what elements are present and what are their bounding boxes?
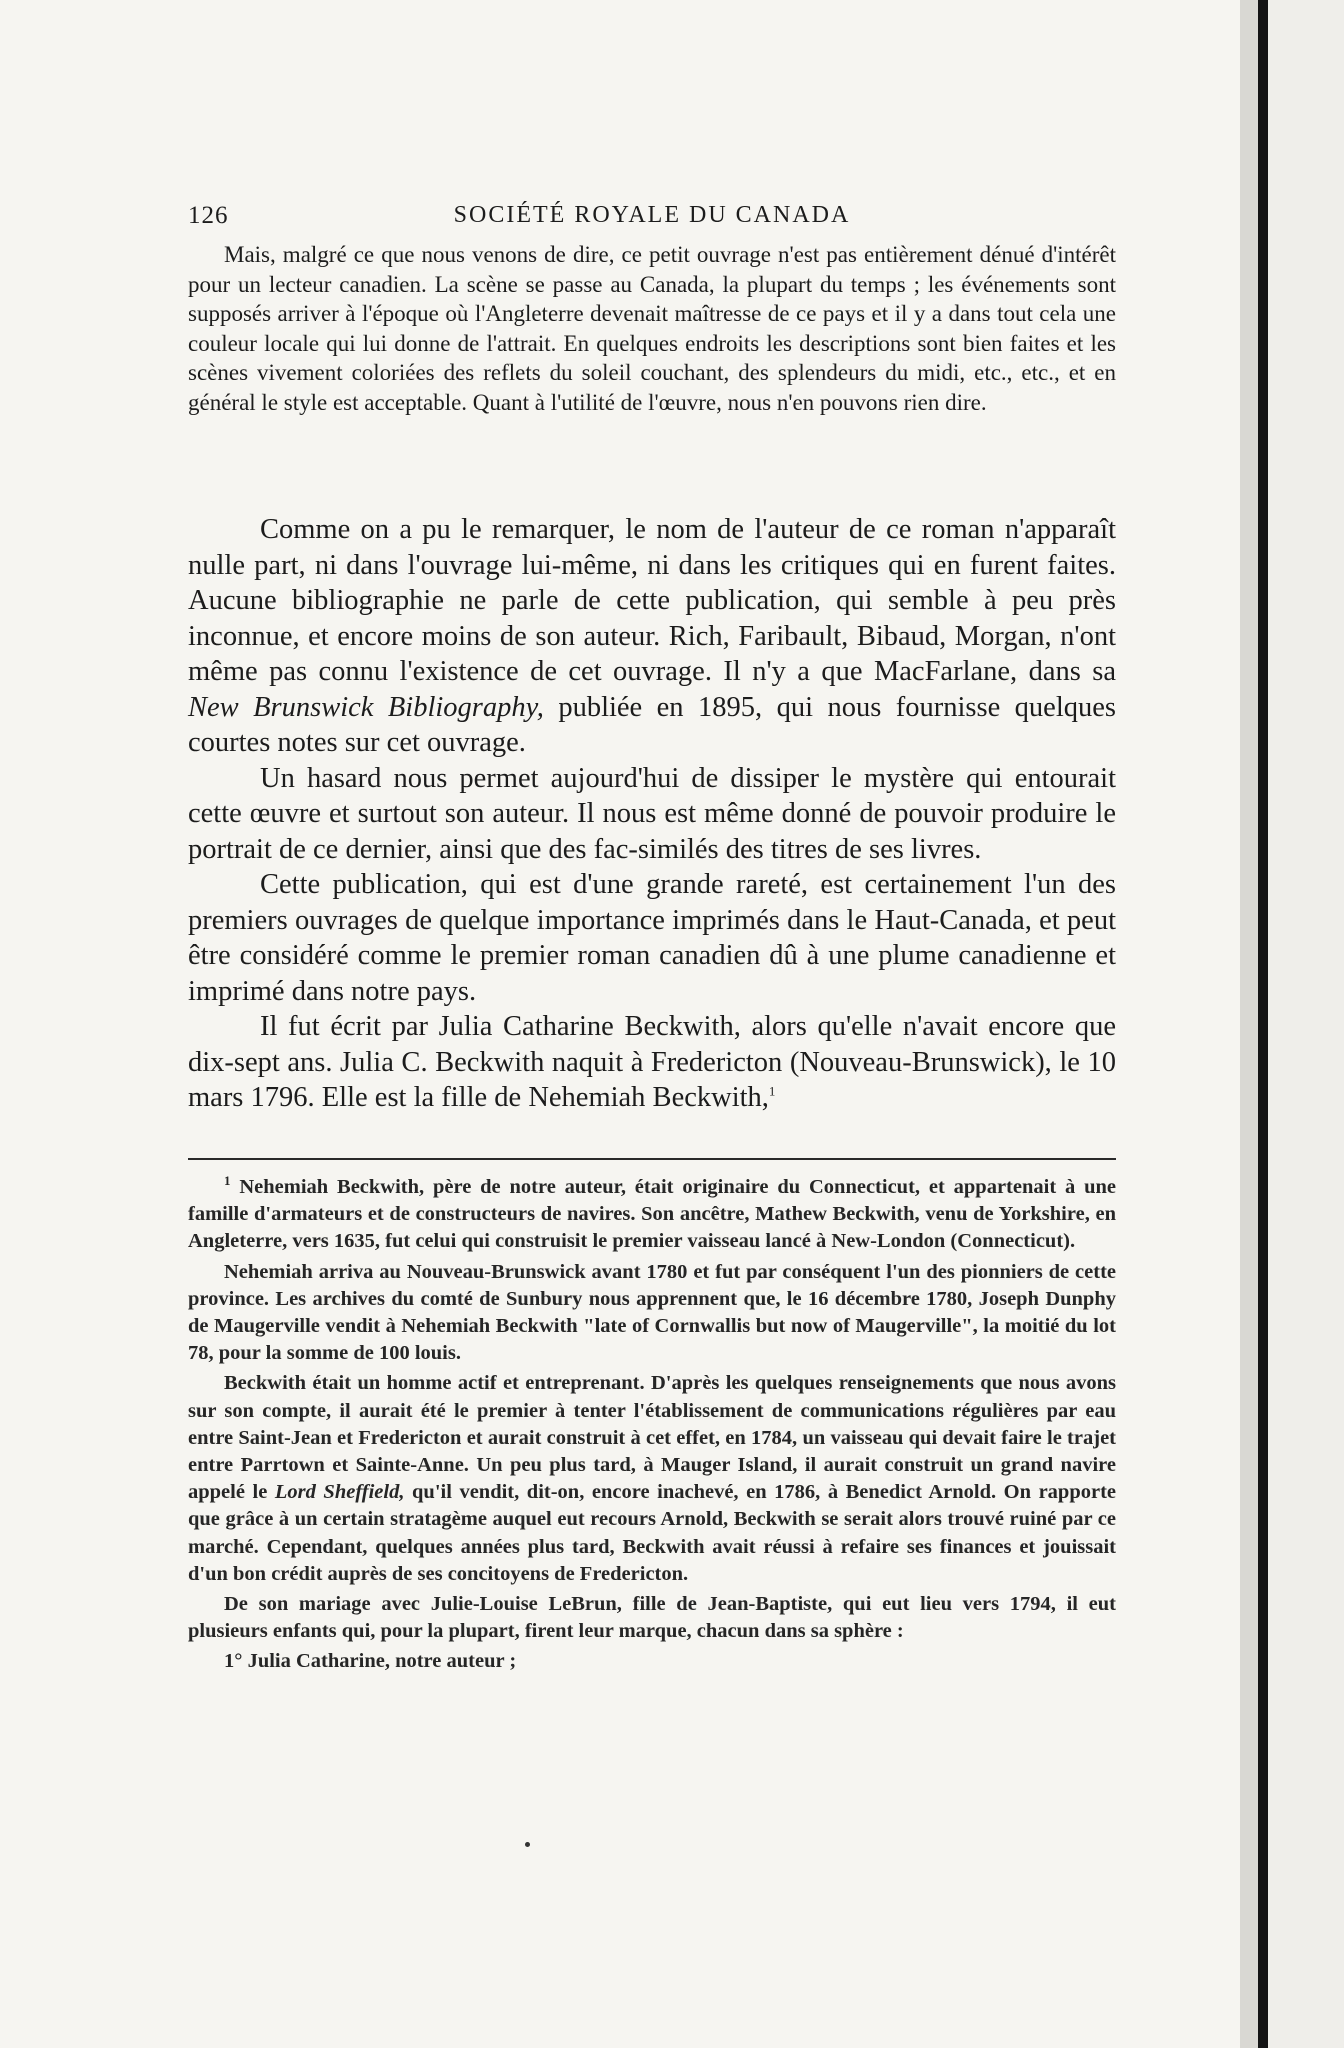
running-head <box>188 202 1116 232</box>
footnote-5: 1° Julia Catharine, notre auteur ; <box>224 1650 517 1673</box>
paragraph-author <box>188 1009 1116 1116</box>
footnote-1-text: Nehemiah Beckwith, père de notre auteur, était originaire du Connecticut, et appartenait à une famille d'armateurs et de constructeurs de navires. Son ancêtre, Mathew Beckwith, venu de Yorkshire, en Angleterre, vers 1635, fut celui qui construisit le premier vaisseau lancé à New-London (Connecticut). <box>188 1176 1116 1253</box>
footnote-3 <box>188 1370 1116 1588</box>
main-text <box>188 512 1116 1116</box>
paragraph-rarity: Cette publication, qui est d'une grande rareté, est certainement l'un des premiers ouvrages de quelque importance imprimés dans le Haut-Canada, et peut être considéré comme le premier roman canadien dû à une plume canadienne et imprimé dans notre pays. <box>188 869 1116 1007</box>
adjacent-page-edge <box>1268 0 1344 2048</box>
footnote-3-text-a: Beckwith était un homme actif et entreprenant. D'après les quelques renseignements que nous avons sur son compte, il aurait été le premier à tenter l'établissement de communications régulières par eau entre Saint-Jean et Fredericton et aurait construit à cet effet, en 1784, un vaisseau qui devait faire le trajet entre Parrtown et Sainte-Anne. Un peu plus tard, à Mauger Island, il aurait construit un grand navire appelé le <box>188 1372 1116 1504</box>
footnote-reference: 1 <box>768 1083 776 1099</box>
page-number: 126 <box>188 202 229 229</box>
journal-title: SOCIÉTÉ ROYALE DU CANADA <box>453 202 851 228</box>
paragraph-discovery: Un hasard nous permet aujourd'hui de dissiper le mystère qui entourait cette œuvre et surtout son auteur. Il nous est même donné de pouvoir produire le portrait de ce dernier, ainsi que des fac-similés des titres de ses livres. <box>188 762 1116 865</box>
bibliography-title: New Brunswick Bibliography, <box>188 691 544 723</box>
book-edge <box>1240 0 1258 2048</box>
ship-name: Lord Sheffield, <box>274 1481 405 1504</box>
paragraph-anonymity-text-b: publiée en 1895, qui nous fournisse quelques courtes notes sur cet ouvrage. <box>188 691 1116 758</box>
footnote-2: Nehemiah arriva au Nouveau-Brunswick avant 1780 et fut par conséquent l'un des pionniers de cette province. Les archives du comté de Sunbury nous apprennent que, le 16 décembre 1780, Joseph Dunphy de Maugerville vendit à Nehemiah Beckwith "late of Cornwallis but now of Maugerville", la moitié du lot 78, pour la somme de 100 louis. <box>188 1260 1116 1365</box>
footnote-marker: 1 <box>224 1173 231 1189</box>
intro-paragraph: Mais, malgré ce que nous venons de dire, ce petit ouvrage n'est pas entièrement dénué d'intérêt pour un lecteur canadien. La scène se passe au Canada, la plupart du temps ; les événements sont supposés arriver à l'époque où l'Angleterre devenait maîtresse de ce pays et il y a dans tout cela une couleur locale qui lui donne de l'attrait. En quelques endroits les descriptions sont bien faites et les scènes vivement coloriées des reflets du soleil couchant, des splendeurs du midi, etc., etc., et en général le style est acceptable. Quant à l'utilité de l'œuvre, nous n'en pouvons rien dire. <box>188 242 1116 415</box>
footnotes <box>188 1174 1116 1676</box>
ink-speck <box>525 1842 530 1847</box>
paragraph-anonymity <box>188 512 1116 761</box>
footnote-rule <box>188 1158 1116 1160</box>
footnote-1 <box>188 1174 1116 1256</box>
paragraph-anonymity-text-a: Comme on a pu le remarquer, le nom de l'auteur de ce roman n'apparaît nulle part, ni dans l'ouvrage lui-même, ni dans les critiques qui en furent faites. Aucune bibliographie ne parle de cette publication, qui semble à peu près inconnue, et encore moins de son auteur. Rich, Faribault, Bibaud, Morgan, n'ont même pas connu l'existence de cet ouvrage. Il n'y a que MacFarlane, dans sa <box>188 514 1116 687</box>
footnote-4: De son mariage avec Julie-Louise LeBrun, fille de Jean-Baptiste, qui eut lieu vers 1794, il eut plusieurs enfants qui, pour la plupart, firent leur marque, chacun dans sa sphère : <box>188 1593 1116 1643</box>
page-gutter <box>1258 0 1268 2048</box>
intro-paragraph-block <box>188 240 1116 417</box>
footnote-3-text-b: qu'il vendit, dit-on, encore inachevé, en 1786, à Benedict Arnold. On rapporte que grâce à un certain stratagème auquel eut recours Arnold, Beckwith se serait alors trouvé ruiné par ce marché. Cependant, quelques années plus tard, Beckwith avait réussi à refaire ses finances et jouissait d'un bon crédit auprès de ses concitoyens de Fredericton. <box>188 1481 1116 1585</box>
paragraph-author-text: Il fut écrit par Julia Catharine Beckwith, alors qu'elle n'avait encore que dix-sept ans. Julia C. Beckwith naquit à Fredericton (Nouveau-Brunswick), le 10 mars 1796. Elle est la fille de Nehemiah Beckwith, <box>188 1011 1116 1113</box>
